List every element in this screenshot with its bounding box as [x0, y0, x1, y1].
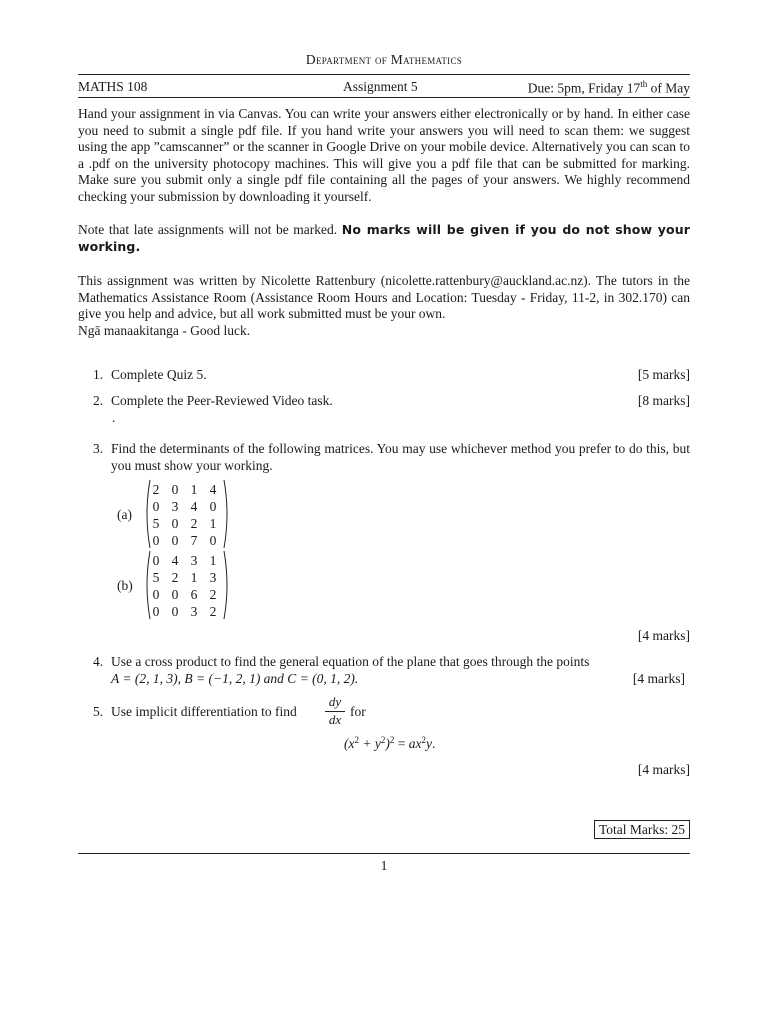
question-2-marks: [8 marks]: [637, 393, 690, 408]
matrix-b-cell: 3: [190, 553, 198, 568]
due-date: Due: 5pm, Friday 17th of May: [527, 79, 690, 96]
department-title: Department of Mathematics: [305, 52, 463, 67]
matrix-a-cell: 4: [190, 499, 198, 514]
working-warning: No marks will be given if you do not show your working.: [78, 222, 690, 254]
matrix-b-cell: 0: [171, 604, 179, 619]
matrix-b-cell: 0: [152, 553, 160, 568]
question-4-marks: [4 marks]: [632, 671, 685, 686]
matrix-a-cell: 0: [171, 482, 179, 497]
matrix-b-cell: 4: [171, 553, 179, 568]
question-3: 3. Find the determinants of the following matrices. You may use whichever method you prefer to do this, but you must show your working.: [93, 441, 690, 473]
matrix-b-cell: 1: [209, 553, 217, 568]
right-paren: [223, 479, 231, 549]
matrix-b-cell: 2: [209, 604, 217, 619]
matrix-b-cell: 0: [152, 604, 160, 619]
header-row: [78, 79, 690, 97]
matrix-b-cell: 0: [171, 587, 179, 602]
points-list: A = (2, 1, 3), B = (−1, 2, 1) and C = (0, 1, 2).: [111, 670, 359, 686]
matrix-b-cell: 6: [190, 587, 198, 602]
matrix-b-cell: 1: [190, 570, 198, 585]
for-word: for: [350, 704, 366, 719]
matrix-a-cell: 5: [152, 516, 160, 531]
matrix-a-cell: 0: [171, 533, 179, 548]
matrix-b-cell: 2: [209, 587, 217, 602]
matrix-a-cell: 3: [171, 499, 179, 514]
implicit-equation: $(x^2 + y^2)^2 = ax^2y$.: [344, 735, 436, 751]
matrix-a-cell: 0: [152, 533, 160, 548]
question-5-marks: [4 marks]: [637, 762, 690, 777]
matrix-a-cell: 0: [152, 499, 160, 514]
matrix-a-cell: 1: [190, 482, 198, 497]
total-marks-box: Total Marks: 25: [594, 820, 690, 839]
footer-rule: [78, 853, 690, 854]
intro-paragraph-submission: Hand your assignment in via Canvas. You can write your answers either electronically or by hand. In either case you need to submit a single pdf file. If you hand write your answers you will need to scan them: we suggest using the app ”camscanner” or the scanner in Google Drive on your mobile device. Alternatively you can scan to a .pdf on the university photocopy machines. This will give you a pdf file that can be submitted for marking. Make sure you submit only a single pdf file containing all the pages of your answers. We highly recommend checking your submission by downloading it yourself.: [78, 106, 690, 204]
part-b-label: (b): [117, 578, 133, 593]
matrix-b-cell: 2: [171, 570, 179, 585]
intro-paragraph-late: Note that late assignments will not be marked. No marks will be given if you do not show your working.: [78, 222, 690, 254]
matrix-a-cell: 7: [190, 533, 198, 548]
right-paren: [223, 550, 231, 620]
document-page: Department of Mathematics MATHS 108 Assignment 5 Due: 5pm, Friday 17th of May Hand your assignment in via Canvas. You can write your answers either electronically or by hand. In either case you need to submit a single pdf file. If you hand write your answers you will need to scan them: we suggest using the app ”camscanner” or the scanner in Google Drive on your mobile device. Alternatively you can scan to a .pdf on the university photocopy machines. This will give you a pdf file that can be submitted for marking. Make sure you submit only a single pdf file containing all the pages of your answers. We highly recommend checking your submission by downloading it yourself. Note that late assignments will not be marked. No marks will be given if you do not show your working. This assignment was written by Nicolette Rattenbury (nicolette.rattenbury@auckland.ac.nz). The tutors in the Mathematics Assistance Room (Assistance Room Hours and Location: Tuesday - Friday, 11-2, in 302.170) can give you help and advice, but all work submitted must be your own. Ngā manaakitanga - Good luck. 1. Complete Quiz 5. [5 marks] 2. Complete the Peer-Reviewed Video task. [8 marks] . 3. Find the determinants of the following matrices. You may use whichever method you prefer to do this, but you must show your working. (a) 2 0 1 4 0 3 4 0 5 0 2 1 0 0 7 0 (b) 0 4 3 1 5 2 1 3 0 0 6 2 0 0 3 2 [4 marks] 4. Use a cross product to find the general equation of the plane that goes through the points A = (2, 1, 3), B = (−1, 2, 1) and C = (0, 1, 2). [4 marks] 5. Use implicit differentiation to find dy dx for $(x^2 + y^2)^2 = ax^2y$. [4 marks] Total Marks: 25 1: [78, 52, 690, 873]
matrix-a-cell: 0: [171, 516, 179, 531]
dy-dx-fraction: dy dx: [324, 694, 346, 730]
matrix-b-cell: 3: [209, 570, 217, 585]
matrix-b-cell: 5: [152, 570, 160, 585]
header-top-rule: [78, 74, 690, 75]
question-1-marks: [5 marks]: [637, 367, 690, 382]
matrix-a-cell: 0: [209, 533, 217, 548]
good-luck: Ngā manaakitanga - Good luck.: [78, 322, 251, 338]
question-3-marks: [4 marks]: [637, 628, 690, 643]
question-4: 4. Use a cross product to find the general equation of the plane that goes through the points A = (2, 1, 3), B = (−1, 2, 1) and C = (0, 1, 2).: [93, 654, 590, 686]
matrix-a-cell: 2: [152, 482, 160, 497]
matrix-a-cell: 0: [209, 499, 217, 514]
matrix-a: [145, 481, 229, 549]
matrix-a-cell: 4: [209, 482, 217, 497]
course-code: MATHS 108: [78, 79, 148, 94]
matrix-a-cell: 2: [190, 516, 198, 531]
intro-paragraph-author: This assignment was written by Nicolette Rattenbury (nicolette.rattenbury@auckland.ac.nz). The tutors in the Mathematics Assistance Room (Assistance Room Hours and Location: Tuesday - Friday, 11-2, in 302.170) can give you help and advice, but all work submitted must be your own. Ngā manaakitanga - Good luck.: [78, 273, 690, 338]
header-bottom-rule: [78, 97, 690, 98]
matrix-a-cell: 1: [209, 516, 217, 531]
stray-period: .: [112, 410, 116, 425]
matrix-b: [145, 552, 229, 620]
page-number: 1: [380, 858, 388, 873]
part-a-label: (a): [117, 507, 132, 522]
assignment-title: Assignment 5: [343, 79, 418, 94]
matrix-b-cell: 3: [190, 604, 198, 619]
matrix-b-cell: 0: [152, 587, 160, 602]
